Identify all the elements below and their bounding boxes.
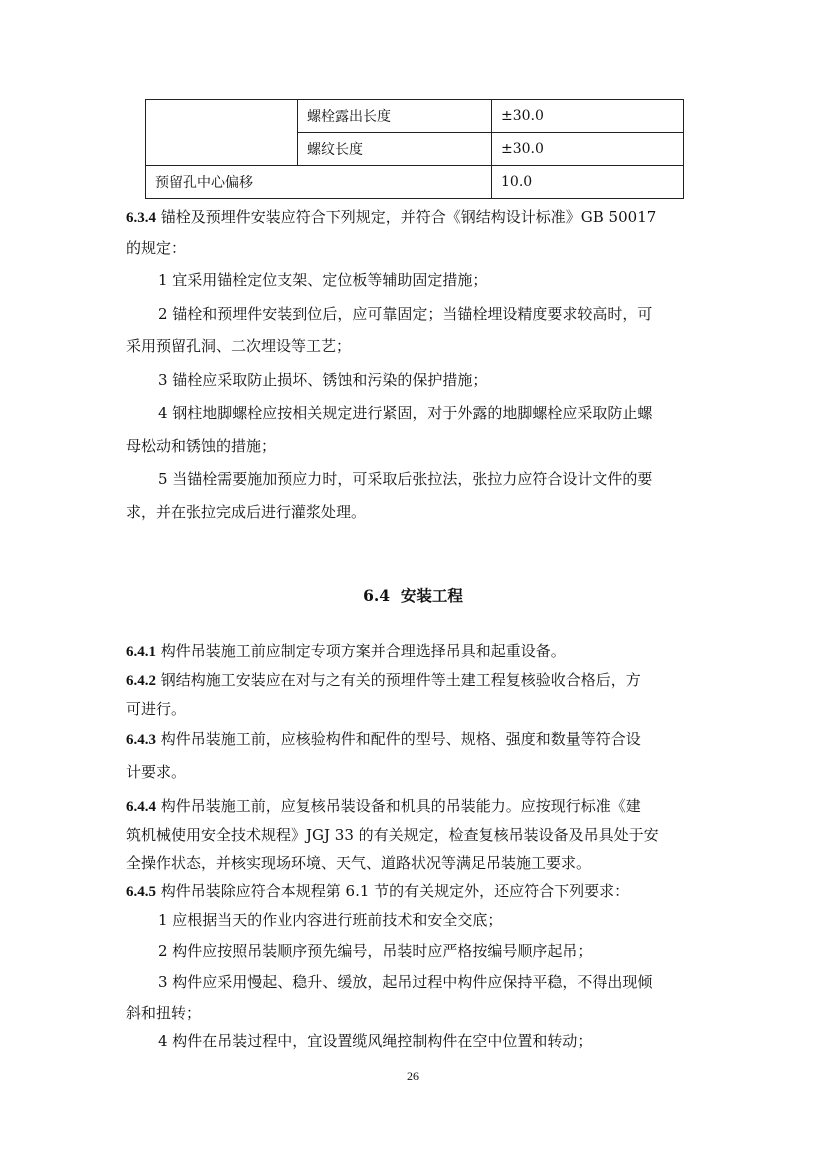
clause-text: 构件吊装除应符合本规程第 6.1 节的有关规定外，还应符合下列要求： [160, 882, 630, 900]
clause-6-4-4 [126, 796, 641, 817]
clause-number: 6.4.4 [126, 799, 156, 815]
clause-6-4-2 [126, 670, 641, 691]
table-cell [146, 100, 298, 166]
list-item-continued: 采用预留孔洞、二次埋设等工艺； [126, 337, 352, 355]
section-number: 6.4 [363, 586, 391, 605]
clause-6-4-1 [126, 641, 566, 662]
table-row [146, 166, 684, 199]
clause-number: 6.3.4 [126, 210, 156, 226]
list-item: 3 锚栓应采取防止损坏、锈蚀和污染的保护措施； [158, 371, 488, 389]
page-number: 26 [407, 1069, 419, 1083]
list-item: 2 构件应按照吊装顺序预先编号，吊装时应严格按编号顺序起吊； [158, 942, 593, 960]
section-heading [0, 586, 826, 606]
clause-text: 的规定： [126, 239, 187, 257]
clause-number: 6.4.3 [126, 732, 156, 748]
clause-6-4-3 [126, 729, 641, 750]
clause-text: 计要求。 [126, 763, 187, 781]
clause-text: 可进行。 [126, 700, 187, 718]
clause-text: 筑机械使用安全技术规程》JGJ 33 的有关规定，检查复核吊装设备及吊具处于安 [126, 826, 659, 844]
clause-6-3-4-line [126, 207, 656, 228]
table-cell: 10.0 [492, 166, 684, 199]
clause-6-4-5 [126, 881, 629, 902]
clause-number: 6.4.5 [126, 884, 156, 900]
clause-text: 钢结构施工安装应在对与之有关的预埋件等土建工程复核验收合格后，方 [160, 671, 641, 689]
list-item: 5 当锚栓需要施加预应力时，可采取后张拉法，张拉力应符合设计文件的要 [158, 470, 653, 488]
tolerance-table [145, 99, 684, 199]
list-item: 2 锚栓和预埋件安装到位后，应可靠固定；当锚栓埋设精度要求较高时，可 [158, 305, 653, 323]
list-item-continued: 母松动和锈蚀的措施； [126, 437, 277, 455]
list-item: 1 应根据当天的作业内容进行班前技术和安全交底； [158, 911, 503, 929]
clause-text: 构件吊装施工前，应核验构件和配件的型号、规格、强度和数量等符合设 [160, 730, 641, 748]
table-cell: ±30.0 [492, 100, 684, 133]
table-cell: 螺纹长度 [298, 133, 492, 166]
list-item-continued: 求，并在张拉完成后进行灌浆处理。 [126, 503, 367, 521]
list-item: 3 构件应采用慢起、稳升、缓放，起吊过程中构件应保持平稳，不得出现倾 [158, 973, 653, 991]
table-row [146, 100, 684, 133]
section-title: 安装工程 [400, 586, 463, 605]
clause-text: 构件吊装施工前，应复核吊装设备和机具的吊装能力。应按现行标准《建 [160, 797, 641, 815]
list-item: 4 构件在吊装过程中，宜设置缆风绳控制构件在空中位置和转动； [158, 1032, 593, 1050]
table-cell: 预留孔中心偏移 [146, 166, 492, 199]
table-cell: 螺栓露出长度 [298, 100, 492, 133]
table-cell: ±30.0 [492, 133, 684, 166]
list-item-continued: 斜和扭转； [126, 1004, 202, 1022]
clause-number: 6.4.2 [126, 673, 156, 689]
list-item: 1 宜采用锚栓定位支架、定位板等辅助固定措施； [158, 271, 488, 289]
list-item: 4 钢柱地脚螺栓应按相关规定进行紧固，对于外露的地脚螺栓应采取防止螺 [158, 404, 653, 422]
clause-text: 全操作状态，并核实现场环境、天气、道路状况等满足吊装施工要求。 [126, 854, 592, 872]
clause-text: 锚栓及预埋件安装应符合下列规定，并符合《钢结构设计标准》GB 50017 [160, 208, 657, 226]
clause-number: 6.4.1 [126, 644, 156, 660]
clause-text: 构件吊装施工前应制定专项方案并合理选择吊具和起重设备。 [160, 642, 566, 660]
